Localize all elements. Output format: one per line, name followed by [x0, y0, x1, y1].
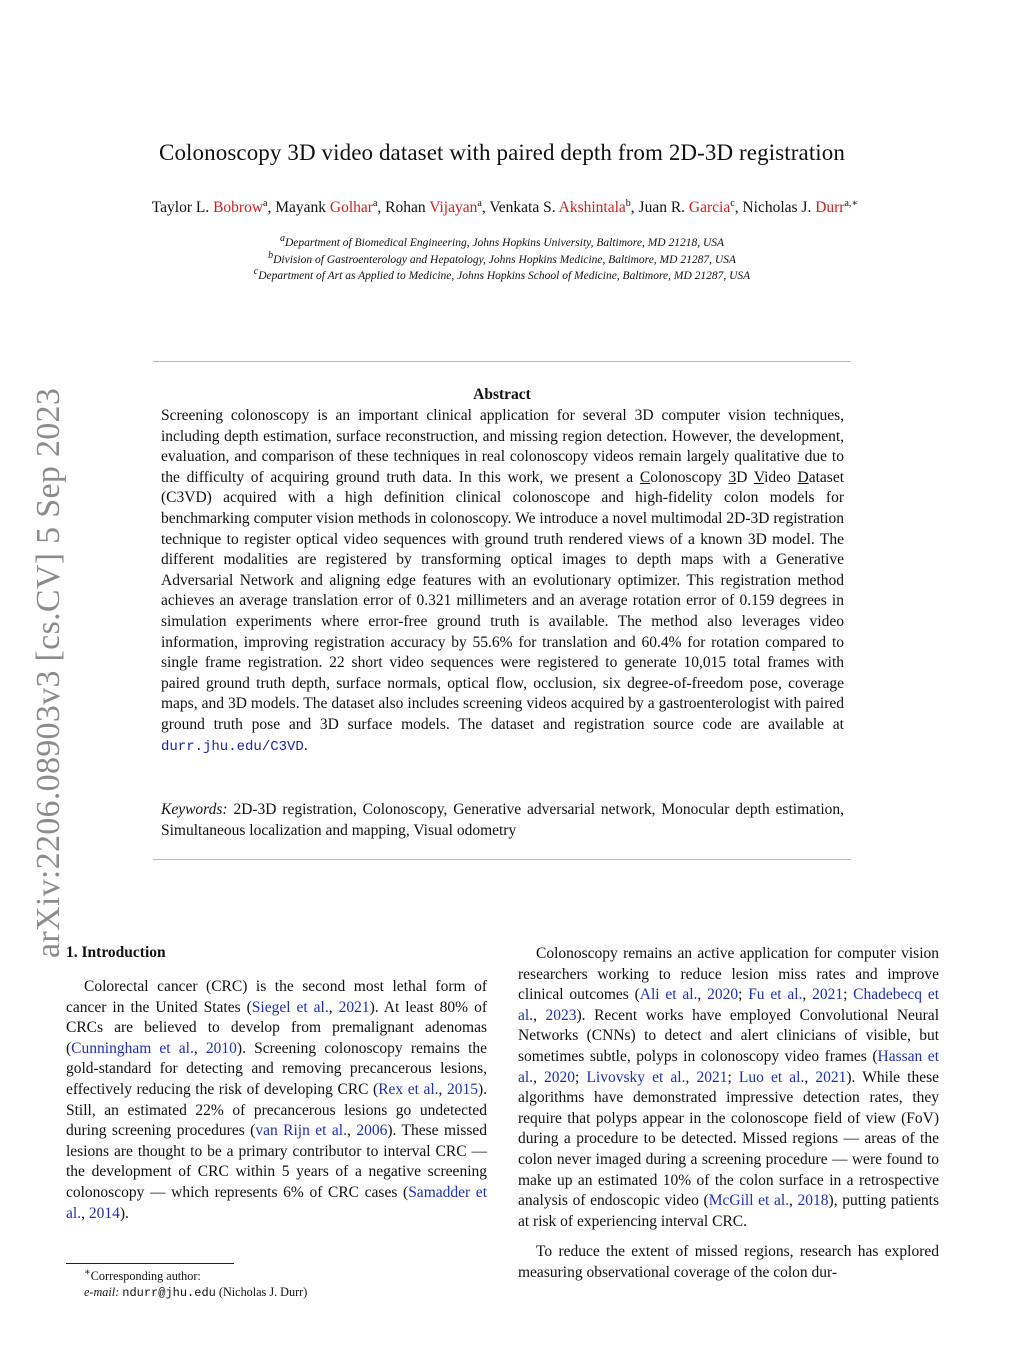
citation-link[interactable]: Rex et al.	[378, 1080, 439, 1098]
citation-link[interactable]: Luo et al.	[738, 1068, 805, 1086]
paragraph: Colonoscopy remains an active application for computer vision researchers working to reduce lesion miss rates and improve clinical outcomes (Ali et al., 2020; Fu et al., 2021; Chadebecq et al., 2023). Recent works have employed Convolutional Neural Networks (CNNs) to detect and alert clinicians of visible, but sometimes subtle, polyps in colonoscopy video frames (Hassan et al., 2020; Livovsky et al., 2021; Luo et al., 2021). While these algorithms have demonstrated impressive detection rates, they require that polyps appear in the colonoscope field of view (FoV) during a procedure to be detected. Missed regions — areas of the colon never imaged during a screening procedure — were found to make up an estimated 10% of the colon surface in a retrospective analysis of endoscopic video (McGill et al., 2018), putting patients at risk of experiencing interval CRC.	[518, 945, 940, 1230]
affiliation: $^b$Division of Gastroenterology and Hepatology, Johns Hopkins Medicine, Baltimore, MD 21287, USA	[268, 249, 736, 266]
abstract-bottom-rule	[153, 859, 851, 860]
citation-link[interactable]: Ali et al.	[639, 986, 698, 1004]
author-link[interactable]: Vijayan	[429, 199, 478, 216]
citation-year-link[interactable]: 2021	[812, 986, 844, 1004]
acronym-d: Dataset	[797, 468, 845, 486]
citation-link[interactable]: van Rijn et al.	[255, 1122, 347, 1140]
citation-link[interactable]: Hassan et al.	[518, 1047, 939, 1086]
affiliation: $^a$Department of Biomedical Engineering, Johns Hopkins University, Baltimore, MD 21218, USA	[279, 233, 725, 249]
footnote-email: e-mail: ndurr@jhu.edu (Nicholas J. Durr)	[84, 1285, 308, 1300]
author: Nicholas J. Durr$^{a,∗}$	[742, 197, 859, 216]
author-list: Taylor L. Bobrow$^a$, Mayank Golhar$^a$, Rohan Vijayan$^a$, Venkata S. Akshintala$^b$, Juan R. Garcia$^c$, Nicholas J. Durr$^{a,∗}$	[151, 197, 859, 216]
author: Juan R. Garcia$^c$	[638, 197, 735, 216]
paragraph: To reduce the extent of missed regions, research has explored measuring observational coverage of the colon dur-	[518, 1243, 939, 1281]
citation-link[interactable]: Siegel et al.	[251, 998, 329, 1016]
paragraph: Colorectal cancer (CRC) is the second most lethal form of cancer in the United States (Siegel et al., 2021). At least 80% of CRCs are believed to develop from premalignant adenomas (Cunningham et al., 2010). Screening colonoscopy remains the gold-standard for detecting and removing precancerous lesions, effectively reducing the risk of developing CRC (Rex et al., 2015). Still, an estimated 22% of precancerous lesions go undetected during screening procedures (van Rijn et al., 2006). These missed lesions are thought to be a primary contributor to interval CRC — the development of CRC within 5 years of a negative screening colonoscopy — which represents 6% of CRC cases (Samadder et al., 2014).	[66, 978, 488, 1222]
citation-link[interactable]: McGill et al.	[708, 1192, 790, 1210]
left-column	[66, 977, 487, 1234]
author-link[interactable]: Akshintala	[558, 199, 626, 216]
citation-link[interactable]: Fu et al.	[748, 986, 803, 1004]
affiliation: $^c$Department of Art as Applied to Medicine, Johns Hopkins School of Medicine, Baltimore, MD 21287, USA	[253, 266, 751, 282]
keywords-label: Keywords:	[161, 801, 228, 818]
citation-year-link[interactable]: 2010	[205, 1039, 237, 1057]
author-link[interactable]: Golhar	[329, 199, 373, 216]
citation-year-link[interactable]: 2023	[545, 1006, 577, 1024]
acronym-c: Colonoscopy	[639, 468, 729, 486]
author: Mayank Golhar$^a$	[275, 197, 378, 216]
citation-year-link[interactable]: 2021	[696, 1068, 728, 1086]
abstract-top-rule	[153, 361, 851, 362]
author-link[interactable]: Bobrow	[213, 199, 264, 216]
abstract-body: Screening colonoscopy is an important clinical application for several 3D computer vision techniques, including depth estimation, surface reconstruction, and missing region detection. However, the development, evaluation, and comparison of these techniques in real colonoscopy videos remain largely qualitative due to the difficulty of acquiring ground truth data. In this work, we present a Colonoscopy 3D Video Dataset (C3VD) acquired with a high definition clinical colonoscope and high-fidelity colon models for benchmarking computer vision methods in colonoscopy. We introduce a novel multimodal 2D-3D registration technique to register optical video sequences with ground truth rendered views of a known 3D model. The different modalities are registered by transforming optical images to depth maps with a Generative Adversarial Network and aligning edge features with an evolutionary optimizer. This registration method achieves an average translation error of 0.321 millimeters and an average rotation error of 0.159 degrees in simulation experiments where error-free ground truth is available. The method also leverages video information, improving registration accuracy by 55.6% for translation and 60.4% for rotation compared to single frame registration. 22 short video sequences were registered to generate 10,015 total frames with paired ground truth depth, surface normals, optical flow, occlusion, six degree-of-freedom pose, coverage maps, and 3D models. The dataset also includes screening videos acquired by a gastroenterologist with paired ground truth pose and 3D surface models. The dataset and registration source code are available at durr.jhu.edu/C3VD.	[161, 407, 845, 755]
citation-year-link[interactable]: 2018	[797, 1192, 829, 1210]
citation-year-link[interactable]: 2020	[544, 1068, 576, 1086]
footnote-author: ∗Corresponding author:	[84, 1266, 201, 1283]
author: Rohan Vijayan$^a$	[385, 197, 482, 216]
author-link[interactable]: Durr	[815, 199, 845, 216]
acronym-3: 3D	[728, 468, 754, 486]
footnote-rule	[66, 1263, 234, 1264]
citation-link[interactable]: Livovsky et al.	[586, 1068, 686, 1086]
acronym-v: Video	[753, 468, 798, 486]
paper-title: Colonoscopy 3D video dataset with paired depth from 2D-3D registration	[159, 140, 845, 165]
citation-year-link[interactable]: 2015	[446, 1080, 478, 1098]
citation-year-link[interactable]: 2014	[88, 1204, 120, 1222]
footnote	[84, 1268, 307, 1301]
author-link[interactable]: Garcia	[688, 199, 731, 216]
affiliations	[0, 235, 1004, 285]
citation-year-link[interactable]: 2020	[707, 986, 739, 1004]
author: Venkata S. Akshintala$^b$	[489, 197, 631, 216]
arxiv-identifier: arXiv:2206.08903v3 [cs.CV] 5 Sep 2023	[30, 387, 67, 958]
citation-year-link[interactable]: 2006	[356, 1122, 388, 1140]
citation-link[interactable]: Cunningham et al.	[71, 1039, 194, 1057]
citation-link[interactable]: Samadder et al.	[66, 1183, 487, 1222]
citation-year-link[interactable]: 2021	[815, 1068, 847, 1086]
citation-year-link[interactable]: 2021	[338, 998, 370, 1016]
section-heading-introduction: 1. Introduction	[66, 944, 166, 961]
right-column	[518, 944, 939, 1294]
keywords: Keywords: 2D-3D registration, Colonoscopy, Generative adversarial network, Monocular depth estimation, Simultaneous localization and mapping, Visual odometry	[161, 801, 844, 839]
citation-link[interactable]: Chadebecq et al.	[518, 986, 940, 1024]
dataset-url-link[interactable]: durr.jhu.edu/C3VD	[161, 738, 304, 755]
abstract-heading: Abstract	[473, 386, 531, 403]
author: Taylor L. Bobrow$^a$	[151, 197, 268, 216]
email-link[interactable]: ndurr@jhu.edu	[122, 1286, 216, 1300]
